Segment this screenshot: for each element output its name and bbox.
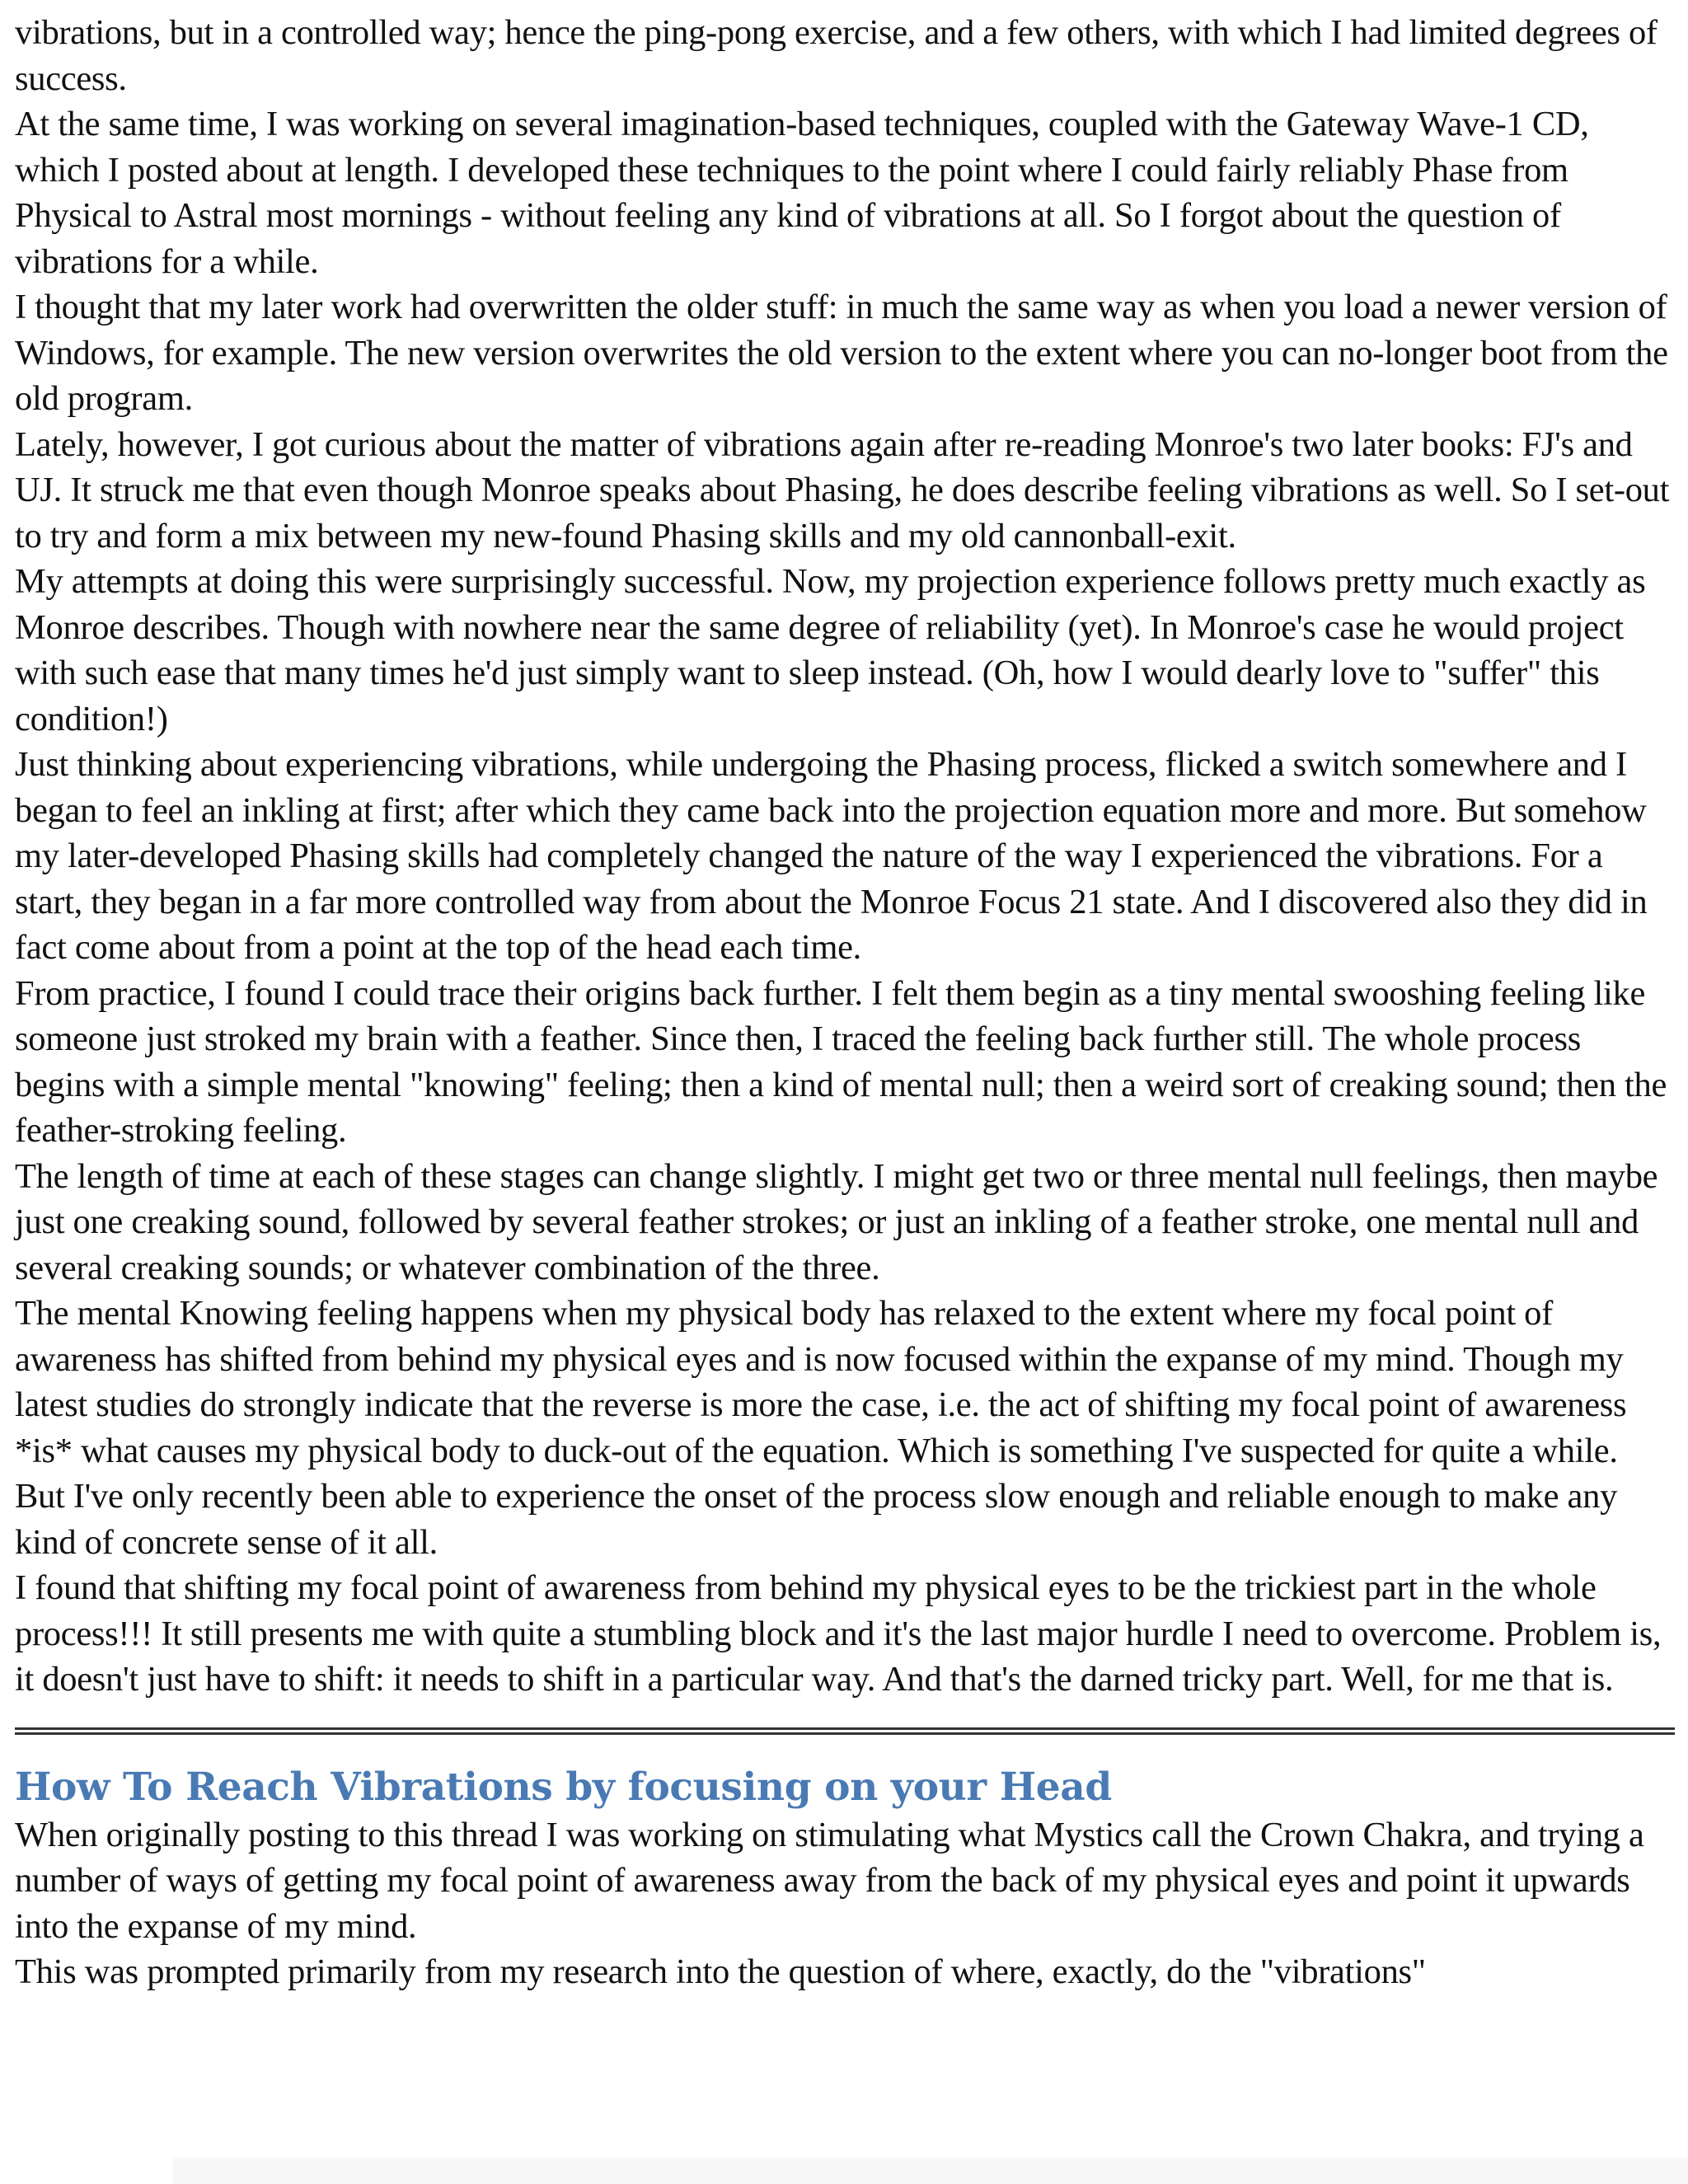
paragraph: This was prompted primarily from my research into the question of where, exactly, do the "vibrations"	[15, 1952, 1426, 1991]
page-bottom-shade	[173, 2158, 1688, 2184]
paragraph: From practice, I found I could trace their origins back further. I felt them begin as a tiny mental swooshing feeling like someone just stroked my brain with a feather. Since then, I traced the feeling back further still. The whole process begins with a simple mental "knowing" feeling; then a kind of mental null; then a weird sort of creaking sound; then the feather-stroking feeling.	[15, 973, 1667, 1150]
paragraph: I thought that my later work had overwritten the older stuff: in much the same way as when you load a newer version of Windows, for example. The new version overwrites the old version to the extent where you can no-longer boot from the old program.	[15, 288, 1668, 418]
paragraph: The mental Knowing feeling happens when my physical body has relaxed to the extent where my focal point of awareness has shifted from behind my physical eyes and is now focused within the expanse of my mind. Though my latest studies do strongly indicate that the reverse is more the case, i.e. the act of shifting my focal point of awareness *is* what causes my physical body to duck-out of the equation. Which is something I've suspected for quite a while. But I've only recently been able to experience the onset of the process slow enough and reliable enough to make any kind of concrete sense of it all.	[15, 1294, 1627, 1562]
paragraph: Lately, however, I got curious about the matter of vibrations again after re-reading Monroe's two later books: FJ's and UJ. It struck me that even though Monroe speaks about Phasing, he does describe feeling vibrations as well. So I set-out to try and form a mix between my new-found Phasing skills and my old cannonball-exit.	[15, 424, 1670, 555]
section-divider	[15, 1727, 1675, 1735]
paragraph: When originally posting to this thread I was working on stimulating what Mystics call the Crown Chakra, and trying a number of ways of getting my focal point of awareness away from the back of my physical eyes and point it upwards into the expanse of my mind.	[15, 1815, 1644, 1946]
paragraph: At the same time, I was working on several imagination-based techniques, coupled with the Gateway Wave-1 CD, which I posted about at length. I developed these techniques to the point where I could fairly reliably Phase from Physical to Astral most mornings - without feeling any kind of vibrations at all. So I forgot about the question of vibrations for a while.	[15, 105, 1589, 281]
paragraph: The length of time at each of these stages can change slightly. I might get two or three mental null feelings, then maybe just one creaking sound, followed by several feather strokes; or just an inkling of a feather stroke, one mental null and several creaking sounds; or whatever combination of the three.	[15, 1156, 1658, 1287]
paragraph: My attempts at doing this were surprisingly successful. Now, my projection experience follows pretty much exactly as Monroe describes. Though with nowhere near the same degree of reliability (yet). In Monroe's case he would project with such ease that many times he'd just simply want to sleep instead. (Oh, how I would dearly love to "suffer" this condition!)	[15, 562, 1646, 738]
paragraph: I found that shifting my focal point of awareness from behind my physical eyes to be the trickiest part in the whole process!!! It still presents me with quite a stumbling block and it's the last major hurdle I need to overcome. Problem is, it doesn't just have to shift: it needs to shift in a particular way. And that's the darned tricky part. Well, for me that is.	[15, 1568, 1662, 1699]
document-page	[15, 10, 1675, 1995]
paragraph: Just thinking about experiencing vibrations, while undergoing the Phasing process, flicked a switch somewhere and I began to feel an inkling at first; after which they came back into the projection equation more and more. But somehow my later-developed Phasing skills had completely changed the nature of the way I experienced the vibrations. For a start, they began in a far more controlled way from about the Monroe Focus 21 state. And I discovered also they did in fact come about from a point at the top of the head each time.	[15, 745, 1648, 967]
section-heading: How To Reach Vibrations by focusing on your Head	[15, 1764, 1112, 1810]
paragraph: vibrations, but in a controlled way; hence the ping-pong exercise, and a few others, with which I had limited degrees of success.	[15, 13, 1658, 98]
